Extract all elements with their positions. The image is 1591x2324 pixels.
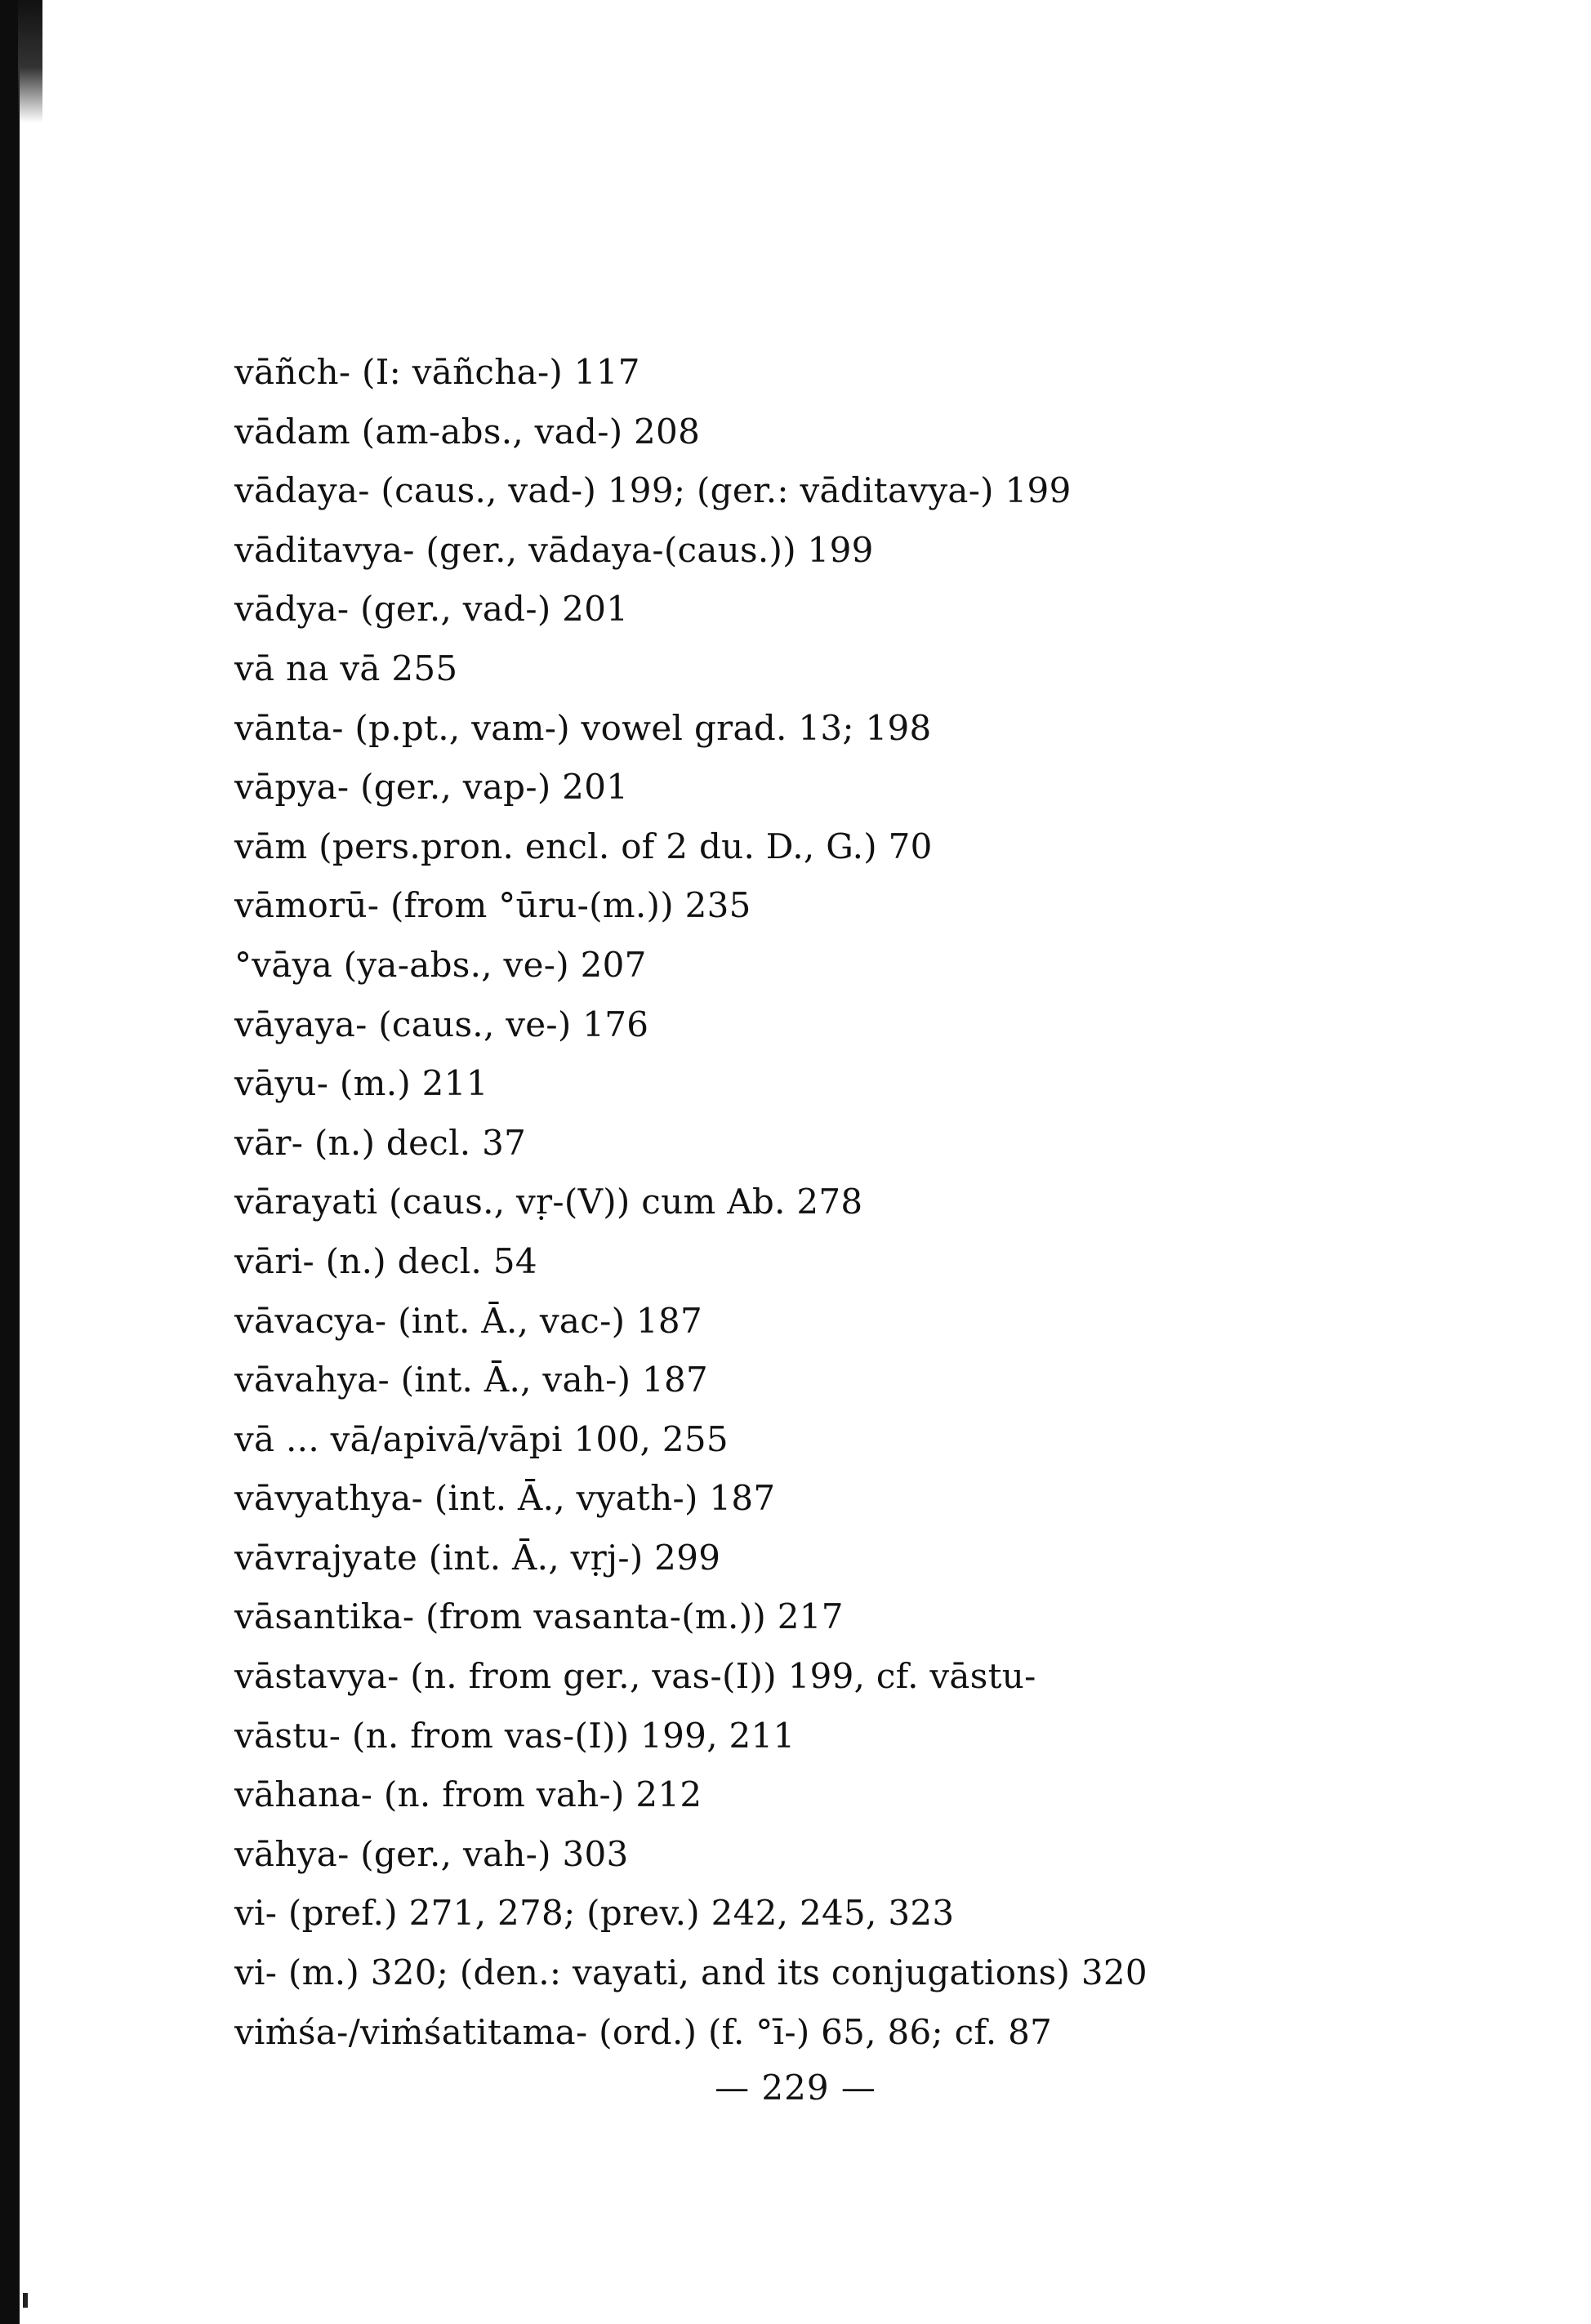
index-entry: vārayati (caus., vṛ-(V)) cum Ab. 278 xyxy=(234,1182,863,1222)
index-entry: vāsantika- (from vasanta-(m.)) 217 xyxy=(234,1596,844,1637)
page-number: — 229 — xyxy=(715,2068,876,2108)
index-entry: vāyaya- (caus., ve-) 176 xyxy=(234,1004,649,1044)
index-entry: vādya- (ger., vad-) 201 xyxy=(234,589,629,630)
index-entry-list xyxy=(234,343,1148,2062)
index-entry: vādaya- (caus., vad-) 199; (ger.: vāditavya-) 199 xyxy=(234,470,1072,511)
index-entry: vāstavya- (n. from ger., vas-(I)) 199, cf. vāstu- xyxy=(234,1656,1036,1697)
index-entry: vāvrajyate (int. Ā., vṛj-) 299 xyxy=(234,1537,721,1578)
index-entry: vāmorū- (from °ūru-(m.)) 235 xyxy=(234,885,751,926)
index-entry: °vāya (ya-abs., ve-) 207 xyxy=(234,944,647,985)
index-entry: vi- (m.) 320; (den.: vayati, and its conjugations) 320 xyxy=(234,1952,1148,1993)
index-entry: vā ... vā/apivā/vāpi 100, 255 xyxy=(234,1418,729,1459)
index-entry: vām (pers.pron. encl. of 2 du. D., G.) 70 xyxy=(234,826,933,866)
index-entry: vāditavya- (ger., vādaya-(caus.)) 199 xyxy=(234,529,874,570)
index-entry: vāyu- (m.) 211 xyxy=(234,1063,488,1104)
index-entry: vāhana- (n. from vah-) 212 xyxy=(234,1774,702,1815)
index-entry: vāvacya- (int. Ā., vac-) 187 xyxy=(234,1300,702,1341)
binding-edge xyxy=(0,0,20,2324)
index-entry: vāñch- (I: vāñcha-) 117 xyxy=(234,352,640,392)
binding-shadow xyxy=(18,0,42,122)
index-entry: vāpya- (ger., vap-) 201 xyxy=(234,767,629,808)
index-entry: vāhya- (ger., vah-) 303 xyxy=(234,1833,629,1874)
index-entry: vār- (n.) decl. 37 xyxy=(234,1122,527,1163)
index-entry: vāvyathya- (int. Ā., vyath-) 187 xyxy=(234,1478,776,1519)
index-entry: vāvahya- (int. Ā., vah-) 187 xyxy=(234,1360,709,1400)
index-entry: vi- (pref.) 271, 278; (prev.) 242, 245, 323 xyxy=(234,1893,955,1934)
index-entry: vāstu- (n. from vas-(I)) 199, 211 xyxy=(234,1715,796,1756)
index-entry: viṁśa-/viṁśatitama- (ord.) (f. °ī-) 65, 86; cf. 87 xyxy=(234,2011,1053,2052)
index-entry: vādam (am-abs., vad-) 208 xyxy=(234,411,701,452)
index-entry: vāri- (n.) decl. 54 xyxy=(234,1240,537,1281)
scan-speck xyxy=(23,2293,28,2308)
index-entry: vā na vā 255 xyxy=(234,648,458,688)
index-entry: vānta- (p.pt., vam-) vowel grad. 13; 198 xyxy=(234,707,932,748)
